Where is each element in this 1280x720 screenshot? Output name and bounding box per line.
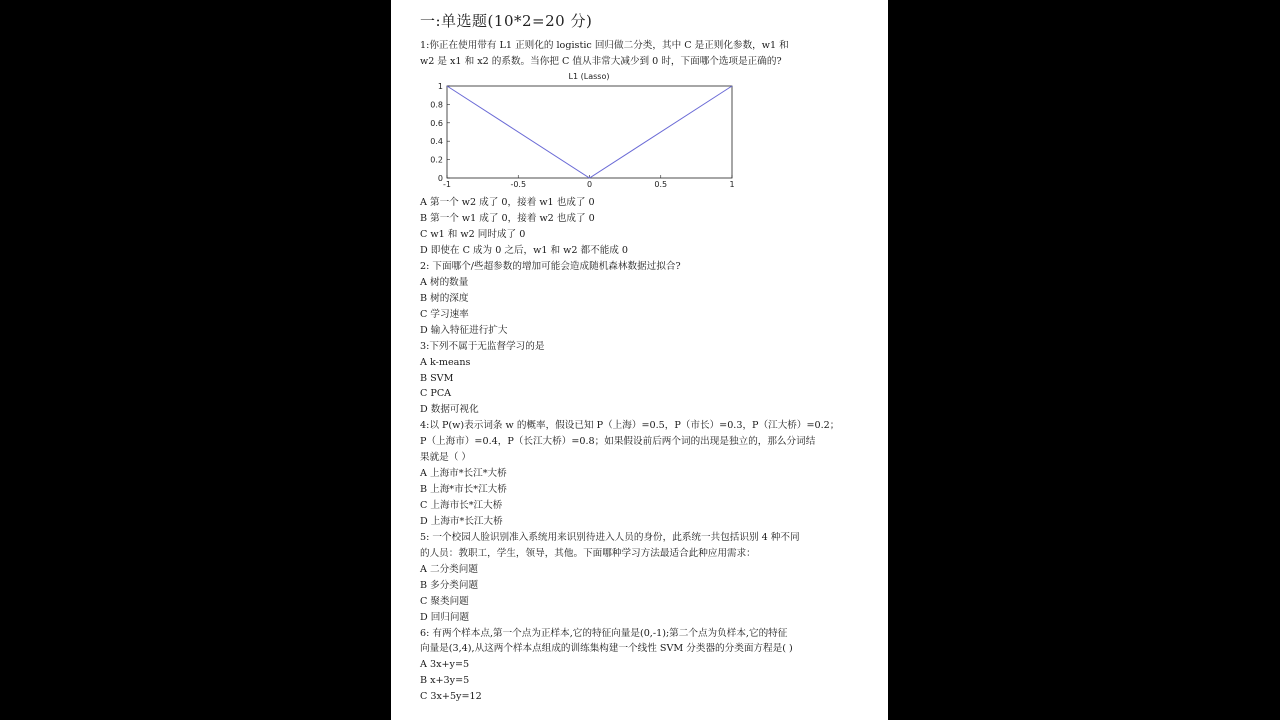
l1-lasso-chart: [418, 70, 748, 194]
q3-option-a: A k-means: [420, 357, 471, 368]
question-3-stem: 3:下列不属于无监督学习的是: [420, 341, 545, 352]
q3-option-b: B SVM: [420, 373, 454, 384]
q1-option-c: C w1 和 w2 同时成了 0: [420, 229, 526, 240]
q6-option-c: C 3x+5y=12: [420, 691, 482, 702]
q3-option-d: D 数据可视化: [420, 404, 479, 415]
chart-title: L1 (Lasso): [568, 72, 610, 81]
y-tick-label: 0.6: [430, 118, 443, 128]
q1-option-d: D 即使在 C 成为 0 之后，w1 和 w2 都不能成 0: [420, 245, 629, 256]
q1-option-b: B 第一个 w1 成了 0，接着 w2 也成了 0: [420, 213, 595, 224]
question-6-stem-line-2: 向量是(3,4),从这两个样本点组成的训练集构建一个线性 SVM 分类器的分类面方程是( ): [420, 643, 793, 654]
y-tick-label: 0.4: [430, 137, 443, 147]
question-5-stem-line-2: 的人员：教职工，学生，领导，其他。下面哪种学习方法最适合此种应用需求：: [420, 548, 756, 559]
x-tick-label: 0.5: [654, 180, 668, 189]
document-page: [391, 0, 888, 720]
x-tick-label: -0.5: [510, 180, 527, 189]
question-1-stem-line-1: 1:你正在使用带有 L1 正则化的 logistic 回归做二分类，其中 C 是正则化参数，w1 和: [420, 40, 789, 51]
y-tick-label: 0.8: [430, 100, 443, 110]
chart-series-line: [447, 86, 732, 178]
y-tick-label: 0: [437, 174, 443, 183]
q2-option-c: C 学习速率: [420, 309, 469, 320]
section-title: 一:单选题(10*2=20 分): [420, 12, 593, 30]
q4-option-b: B 上海*市长*江大桥: [420, 484, 507, 495]
chart-frame: [447, 86, 732, 178]
x-tick-label: -1: [443, 180, 451, 189]
q4-option-d: D 上海市*长江大桥: [420, 516, 503, 527]
y-tick-label: 1: [437, 82, 443, 91]
q5-option-b: B 多分类问题: [420, 580, 479, 591]
q2-option-d: D 输入特征进行扩大: [420, 325, 508, 336]
q5-option-a: A 二分类问题: [420, 564, 478, 575]
q6-option-a: A 3x+y=5: [420, 659, 470, 670]
q1-option-a: A 第一个 w2 成了 0，接着 w1 也成了 0: [420, 197, 595, 208]
y-tick-label: 0.2: [430, 155, 443, 165]
q6-option-b: B x+3y=5: [420, 675, 470, 686]
question-5-stem-line-1: 5: 一个校园人脸识别准入系统用来识别待进入人员的身份，此系统一共包括识别 4 种不同: [420, 532, 800, 543]
q2-option-b: B 树的深度: [420, 293, 469, 304]
x-tick-label: 1: [729, 180, 735, 189]
q2-option-a: A 树的数量: [420, 277, 469, 288]
question-4-stem-line-1: 4:以 P(w)表示词条 w 的概率，假设已知 P（上海）=0.5，P（市长）=0.3，P（江大桥）=0.2；: [420, 420, 840, 431]
x-tick-label: 0: [586, 180, 593, 189]
question-2-stem: 2: 下面哪个/些超参数的增加可能会造成随机森林数据过拟合?: [420, 261, 681, 272]
q5-option-c: C 聚类问题: [420, 596, 469, 607]
q4-option-a: A 上海市*长江*大桥: [420, 468, 507, 479]
question-6-stem-line-1: 6: 有两个样本点,第一个点为正样本,它的特征向量是(0,-1);第二个点为负样本,它的特征: [420, 628, 788, 639]
q4-option-c: C 上海市长*江大桥: [420, 500, 503, 511]
question-4-stem-line-3: 果就是（ ）: [420, 452, 472, 463]
question-4-stem-line-2: P（上海市）=0.4，P（长江大桥）=0.8；如果假设前后两个词的出现是独立的，那么分词结: [420, 436, 816, 447]
question-1-stem-line-2: w2 是 x1 和 x2 的系数。当你把 C 值从非常大减少到 0 时，下面哪个选项是正确的?: [420, 56, 782, 67]
q5-option-d: D 回归问题: [420, 612, 470, 623]
q3-option-c: C PCA: [420, 388, 452, 399]
